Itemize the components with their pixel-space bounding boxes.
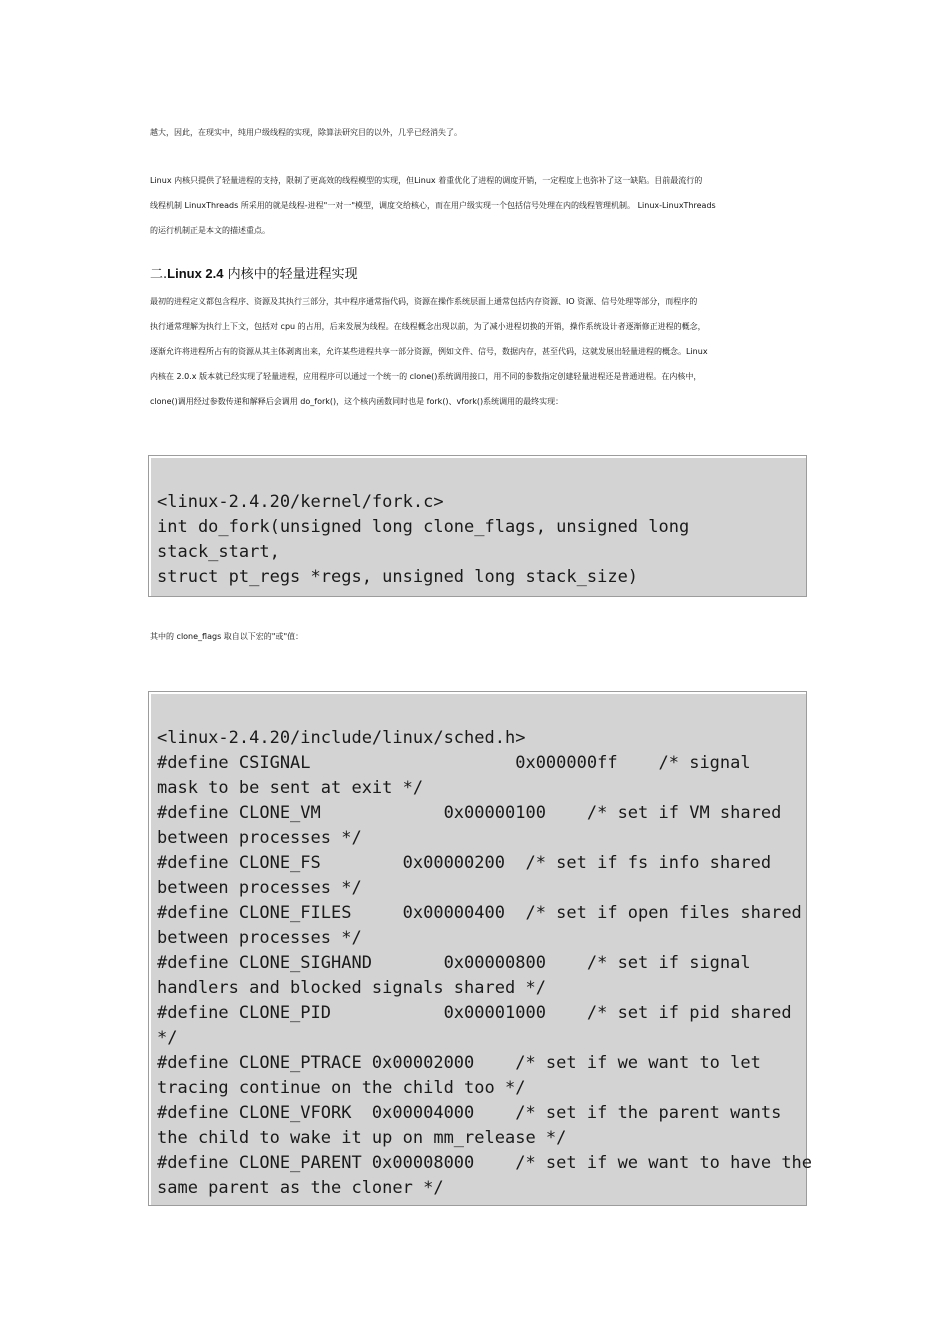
code-block-sched — [148, 691, 813, 1206]
paragraph-process-line-1: 最初的进程定义都包含程序、资源及其执行三部分，其中程序通常指代码，资源在操作系统层面上通常包括内存资源、IO 资源、信号处理等部分，而程序的 — [150, 297, 698, 306]
section-heading-bold: Linux 2.4 — [167, 266, 224, 281]
code-block-fork — [148, 455, 807, 597]
paragraph-linux-kernel-line-1: Linux 内核只提供了轻量进程的支持，限制了更高效的线程模型的实现，但Linux 着重优化了进程的调度开销，一定程度上也弥补了这一缺陷。目前最流行的 — [150, 176, 703, 185]
paragraph-process-line-3: 逐渐允许将进程所占有的资源从其主体剥离出来，允许某些进程共享一部分资源，例如文件、信号，数据内存，甚至代码，这就发展出轻量进程的概念。Linux — [150, 347, 708, 356]
section-heading-prefix: 二. — [150, 267, 168, 282]
code-fork-text: <linux-2.4.20/kernel/fork.c> int do_fork(unsigned long clone_flags, unsigned long stack_start, struct pt_regs *regs, unsigned long stack_size) — [157, 492, 690, 587]
paragraph-intro: 越大，因此，在现实中，纯用户级线程的实现，除算法研究目的以外，几乎已经消失了。 — [150, 128, 462, 137]
paragraph-clone-flags: 其中的 clone_flags 取自以下宏的"或"值： — [150, 632, 304, 641]
paragraph-process-line-2: 执行通常理解为执行上下文，包括对 cpu 的占用，后来发展为线程。在线程概念出现以前，为了减小进程切换的开销，操作系统设计者逐渐修正进程的概念， — [150, 322, 706, 331]
paragraph-process-line-4: 内核在 2.0.x 版本就已经实现了轻量进程，应用程序可以通过一个统一的 clone()系统调用接口，用不同的参数指定创建轻量进程还是普通进程。在内核中， — [150, 372, 702, 381]
code-sched-text: <linux-2.4.20/include/linux/sched.h> #define CSIGNAL 0x000000ff /* signal mask to be sent at exit */ #define CLONE_VM 0x00000100 /* set if VM shared between processes */ #define CLONE_FS 0x00000200 /* set if fs info shared between processes */ #define CLONE_FILES 0x00000400 /* set if open files shared between processes */ #define CLONE_SIGHAND 0x00000800 /* set if signal handlers and blocked signals shared */ #define CLONE_PID 0x00001000 /* set if pid shared */ #define CLONE_PTRACE 0x00002000 /* set if we want to let tracing continue on the child too */ #define CLONE_VFORK 0x00004000 /* set if the parent wants the child to wake it up on mm_release */ #define CLONE_PARENT 0x00008000 /* set if we want to have the same parent as the cloner */ — [157, 728, 813, 1198]
section-heading-suffix: 内核中的轻量进程实现 — [223, 267, 358, 282]
paragraph-linux-kernel-line-3: 的运行机制正是本文的描述重点。 — [150, 226, 270, 235]
section-heading — [150, 266, 358, 283]
paragraph-linux-kernel-line-2: 线程机制 LinuxThreads 所采用的就是线程-进程"一对一"模型，调度交给核心，而在用户级实现一个包括信号处理在内的线程管理机制。 Linux-LinuxThreads — [150, 201, 716, 210]
paragraph-process-line-5: clone()调用经过参数传递和解释后会调用 do_fork()，这个核内函数同时也是 fork()、vfork()系统调用的最终实现： — [150, 397, 564, 406]
